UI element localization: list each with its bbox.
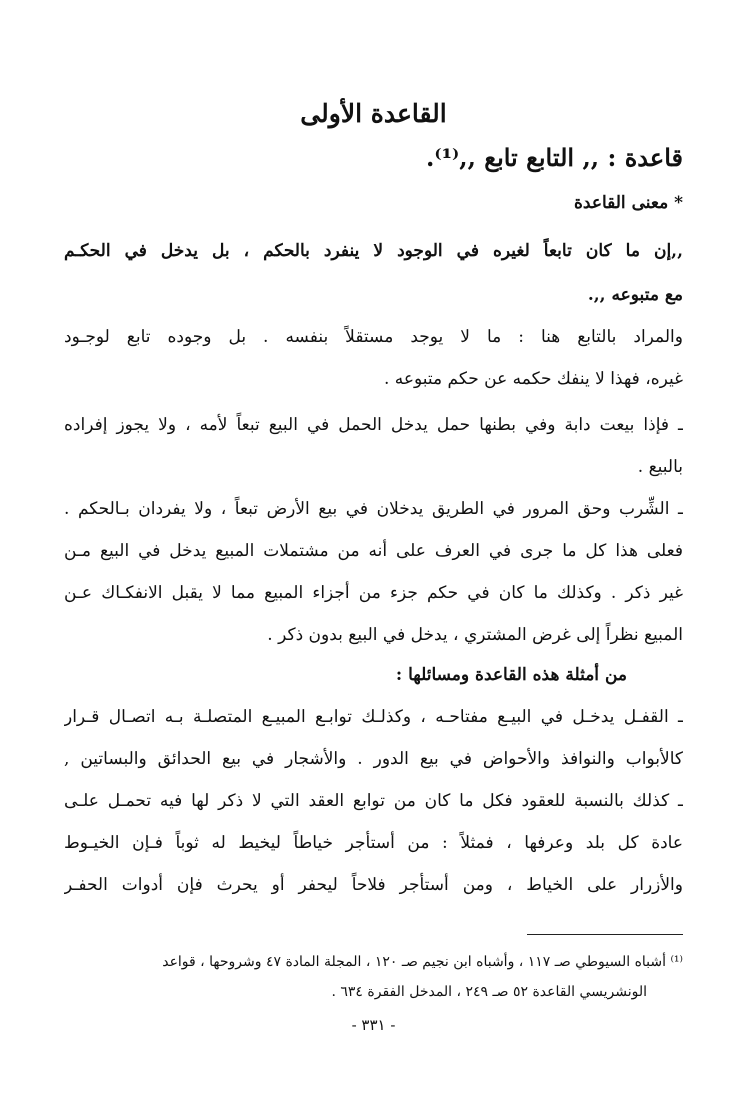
page-number: - ٣٣١ - <box>351 1016 396 1034</box>
examples-heading: من أمثلة هذه القاعدة ومسائلها : <box>395 665 627 685</box>
explanation-line-3: ـ فإذا بيعت دابة وفي بطنها حمل يدخل الحمل في البيع تبعاً لأمه ، ولا يجوز إفراده <box>64 415 683 435</box>
example-line-1: ـ القفـل يدخـل في البيـع مفتاحـه ، وكذلـك توابـع المبيـع المتصلـة بـه اتصـال قـرار <box>64 707 683 727</box>
footnote-separator <box>527 934 683 935</box>
page-title: القاعدة الأولى <box>300 99 447 128</box>
explanation-line-2: غيره، فهذا لا ينفك حكمه عن حكم متبوعه . <box>383 369 683 389</box>
example-line-4: عادة كل بلد وعرفها ، فمثلاً : من أستأجر خياطاً ليخيط له ثوباً فـإن الخيـوط <box>64 833 683 853</box>
explanation-line-4: بالبيع . <box>637 457 683 477</box>
explanation-line-8: المبيع نظراً إلى غرض المشتري ، يدخل في البيع بدون ذكر . <box>267 625 683 645</box>
footnote-line-2: الونشريسي القاعدة ٥٢ صـ ٢٤٩ ، المدخل الفقرة ٦٣٤ . <box>331 984 647 1000</box>
explanation-line-1: والمراد بالتابع هنا : ما لا يوجد مستقلاً بنفسه . بل وجوده تابع لوجـود <box>64 327 683 347</box>
explanation-line-5: ـ الشِّرب وحق المرور في الطريق يدخلان في بيع الأرض تبعاً ، ولا يفردان بـالحكم . <box>64 499 683 519</box>
definition-line-2: مع متبوعه ,,. <box>587 285 683 305</box>
example-line-3: ـ كذلك بالنسبة للعقود فكل ما كان من توابع العقد التي لا ذكر لها فيه تحمـل علـى <box>64 791 683 811</box>
rule-statement: قاعدة : ,, التابع تابع ,,⁽¹⁾. <box>426 143 683 172</box>
meaning-heading: * معنى القاعدة <box>574 193 683 213</box>
definition-line-1: ,,إن ما كان تابعاً لغيره في الوجود لا ينفرد بالحكم ، بل يدخل في الحكـم <box>64 241 683 261</box>
explanation-line-7: غير ذكر . وكذلك ما كان في حكم جزء من أجزاء المبيع مما لا يقبل الانفكـاك عـن <box>64 583 683 603</box>
example-line-5: والأزرار على الخياط ، ومن أستأجر فلاحاً ليحفر أو يحرث فإن أدوات الحفـر <box>64 875 683 895</box>
footnote-line-1: ⁽¹⁾ أشباه السيوطي صـ ١١٧ ، وأشباه ابن نجيم صـ ١٢٠ ، المجلة المادة ٤٧ وشروحها ، قواعد <box>162 954 683 970</box>
explanation-line-6: فعلى هذا كل ما جرى في العرف على أنه من مشتملات المبيع يدخل في البيع مـن <box>64 541 683 561</box>
example-line-2: كالأبواب والنوافذ والأحواض في بيع الدور . والأشجار في بيع الحدائق والبساتين , <box>64 749 683 769</box>
